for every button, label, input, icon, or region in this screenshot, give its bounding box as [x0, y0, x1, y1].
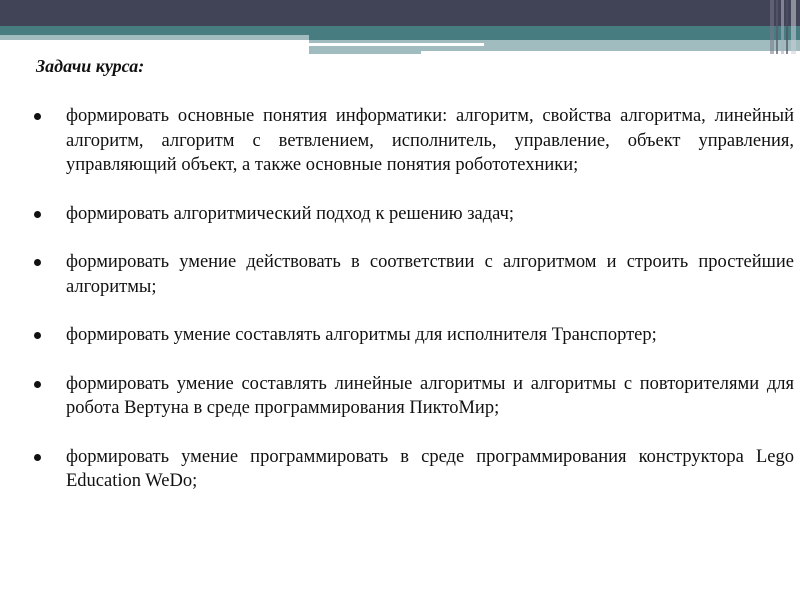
task-list [28, 104, 794, 494]
list-item-text: формировать алгоритмический подход к решению задач; [66, 203, 515, 224]
stripe [786, 0, 788, 54]
header-white-cut [421, 51, 800, 54]
list-item [28, 202, 794, 227]
header-light-bar-left [0, 35, 309, 40]
bullet-icon [34, 332, 41, 339]
header-dark-band [0, 0, 800, 26]
list-item-text: формировать умение программировать в среде программирования конструктора Lego Education WeDo; [66, 446, 794, 491]
list-item [28, 372, 794, 421]
stripe [791, 0, 796, 54]
bullet-icon [34, 259, 41, 266]
stripe [781, 0, 784, 54]
stripe [776, 0, 778, 54]
bullet-icon [34, 454, 41, 461]
list-item [28, 104, 794, 178]
list-item [28, 250, 794, 299]
slide-title: Задачи курса: [36, 56, 145, 76]
list-item-text: формировать умение составлять линейные алгоритмы и алгоритмы с повторителями для робота Вертуна в среде программирования ПиктоМир; [66, 373, 794, 418]
bullet-icon [34, 211, 41, 218]
bullet-icon [34, 113, 41, 120]
bullet-icon [34, 381, 41, 388]
list-item-text: формировать основные понятия информатики: алгоритм, свойства алгоритма, линейный алгоритм, алгоритм с ветвлением, исполнитель, управление, объект управления, управляющий объект, а также основные понятия робототехники; [66, 106, 794, 175]
list-item [28, 323, 794, 348]
header-white-line [309, 43, 484, 46]
list-item-text: формировать умение действовать в соответствии с алгоритмом и строить простейшие алгоритмы; [66, 252, 794, 297]
list-item-text: формировать умение составлять алгоритмы для исполнителя Транспортер; [66, 325, 657, 345]
stripe [770, 0, 774, 54]
header-vertical-stripes [770, 0, 800, 54]
list-item [28, 445, 794, 494]
